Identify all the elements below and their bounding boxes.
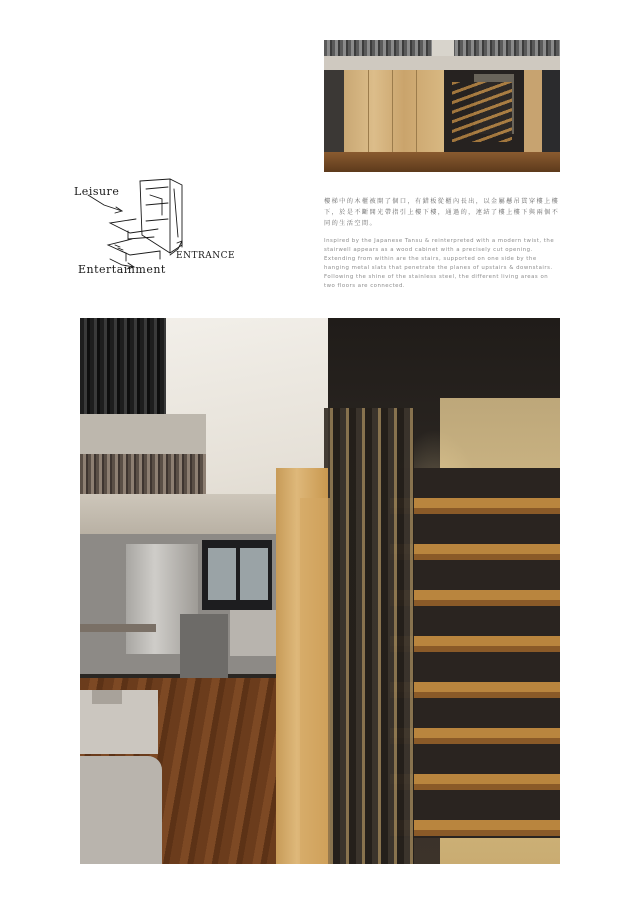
kitchen-island [180,614,228,688]
main-interior-photo [80,318,560,864]
hanging-metal-slats [324,408,414,864]
soffit-lower [80,494,280,534]
sketch-label-leisure: Leisure [74,185,120,198]
top-interior-photo [324,40,560,172]
wood-floor [324,152,560,172]
soffit-upper [80,414,206,454]
window-pane [208,548,236,600]
cabinet-seam [368,70,369,154]
pillow [92,690,122,704]
soffit [324,56,560,70]
english-description: Inspired by the Japanese Tansu & reinterpreted with a modern twist, the stairwell appears as a wood cabinet with a precisely cut opening. Extending from within are the stairs, supported on one side by the hanging metal slats that penetrate the planes of upstairs & downstairs. Following the shine of the stainless steel, the different living areas on two floors are connected. [324,238,555,289]
sketch-label-entertainment: Entertainment [78,263,166,276]
cabinet-seam [392,70,393,154]
description-block [324,196,560,291]
ceiling-texture-left [80,318,166,414]
cabinet-seam [416,70,417,154]
window-pane [240,548,268,600]
floating-steps [390,468,560,838]
concept-sketch [70,175,250,285]
dining-table [80,624,156,632]
sofa-front [80,756,162,864]
wood-cabinet [344,70,444,154]
wood-cabinet-wall-highlight [300,498,330,864]
left-wall [324,70,344,160]
decorative-panel [80,454,206,494]
chinese-description: 樓梯中的木櫃被開了個口，有錯板從櫃內長出，以金屬懸吊貫穿樓上樓下，於是不斷開光帶指引上樓下樓，通過的，連結了樓上樓下與兩個不同的生活空間。 [324,198,560,227]
sketch-label-entrance: ENTRANCE [176,251,236,261]
kitchen-counter [230,610,278,656]
stairs [452,82,512,142]
window [202,540,272,610]
wood-panel [524,70,542,160]
